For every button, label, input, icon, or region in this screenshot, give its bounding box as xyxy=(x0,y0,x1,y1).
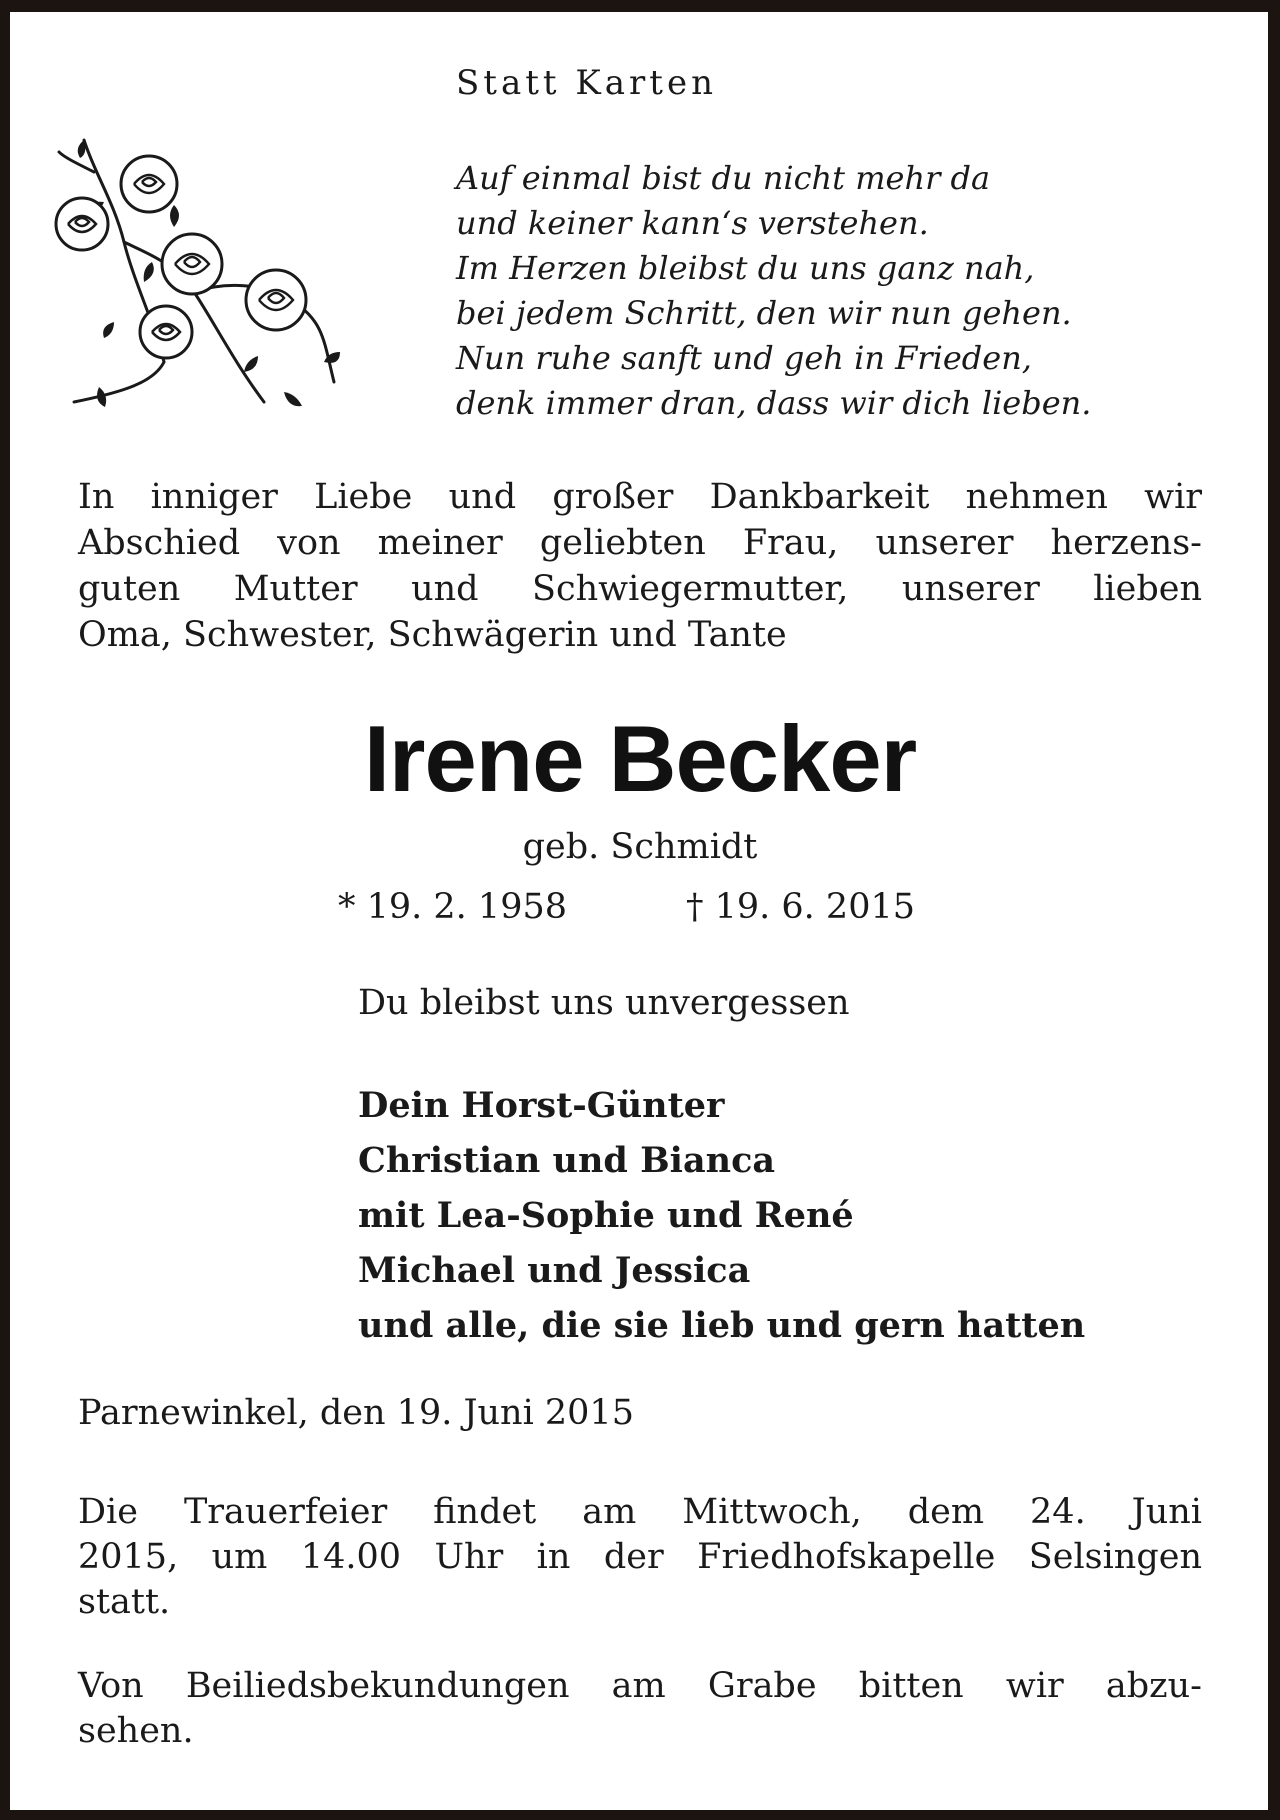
poem-line: Auf einmal bist du nicht mehr da xyxy=(456,159,991,197)
family-line: mit Lea-Sophie und René xyxy=(358,1195,854,1236)
death-date: † 19. 6. 2015 xyxy=(686,887,916,927)
family-line: Christian und Bianca xyxy=(358,1140,776,1181)
family-signatures xyxy=(358,1078,1085,1353)
family-line: und alle, die sie lieb und gern hatten xyxy=(358,1305,1086,1346)
funeral-info xyxy=(78,1490,1202,1625)
condolence-line: Von Beiliedsbekundungen am Grabe bitten wir abzu- xyxy=(78,1666,1202,1706)
family-line: Dein Horst-Günter xyxy=(358,1085,725,1126)
condolence-line: sehen. xyxy=(78,1711,194,1751)
roses-illustration xyxy=(54,132,356,422)
funeral-line: 2015, um 14.00 Uhr in der Friedhofskapelle Selsingen xyxy=(78,1537,1202,1577)
maiden-name: geb. Schmidt xyxy=(522,827,758,867)
intro-text xyxy=(78,474,1202,658)
funeral-line: Die Trauerfeier findet am Mittwoch, dem 24. Juni xyxy=(78,1492,1202,1532)
intro-line: Abschied von meiner geliebten Frau, unserer herzens- xyxy=(78,523,1202,563)
funeral-line: statt. xyxy=(78,1582,171,1622)
notice-header: Statt Karten xyxy=(456,63,717,103)
poem-line: Nun ruhe sanft und geh in Frieden, xyxy=(456,339,1032,377)
poem xyxy=(456,156,1091,426)
poem-line: bei jedem Schritt, den wir nun gehen. xyxy=(456,294,1072,332)
poem-line: und keiner kann‘s verstehen. xyxy=(456,204,929,242)
place-date: Parnewinkel, den 19. Juni 2015 xyxy=(78,1393,634,1433)
intro-line: guten Mutter und Schwiegermutter, unserer lieben xyxy=(78,569,1202,609)
family-line: Michael und Jessica xyxy=(358,1250,751,1291)
deceased-name: Irene Becker xyxy=(363,706,917,811)
farewell-line: Du bleibst uns unvergessen xyxy=(358,983,850,1023)
poem-line: Im Herzen bleibst du uns ganz nah, xyxy=(456,249,1035,287)
intro-line: In inniger Liebe und großer Dankbarkeit nehmen wir xyxy=(78,477,1202,517)
condolence-note xyxy=(78,1664,1202,1754)
poem-line: denk immer dran, dass wir dich lieben. xyxy=(456,384,1092,422)
intro-line: Oma, Schwester, Schwägerin und Tante xyxy=(78,615,787,655)
birth-date: * 19. 2. 1958 xyxy=(338,887,568,927)
